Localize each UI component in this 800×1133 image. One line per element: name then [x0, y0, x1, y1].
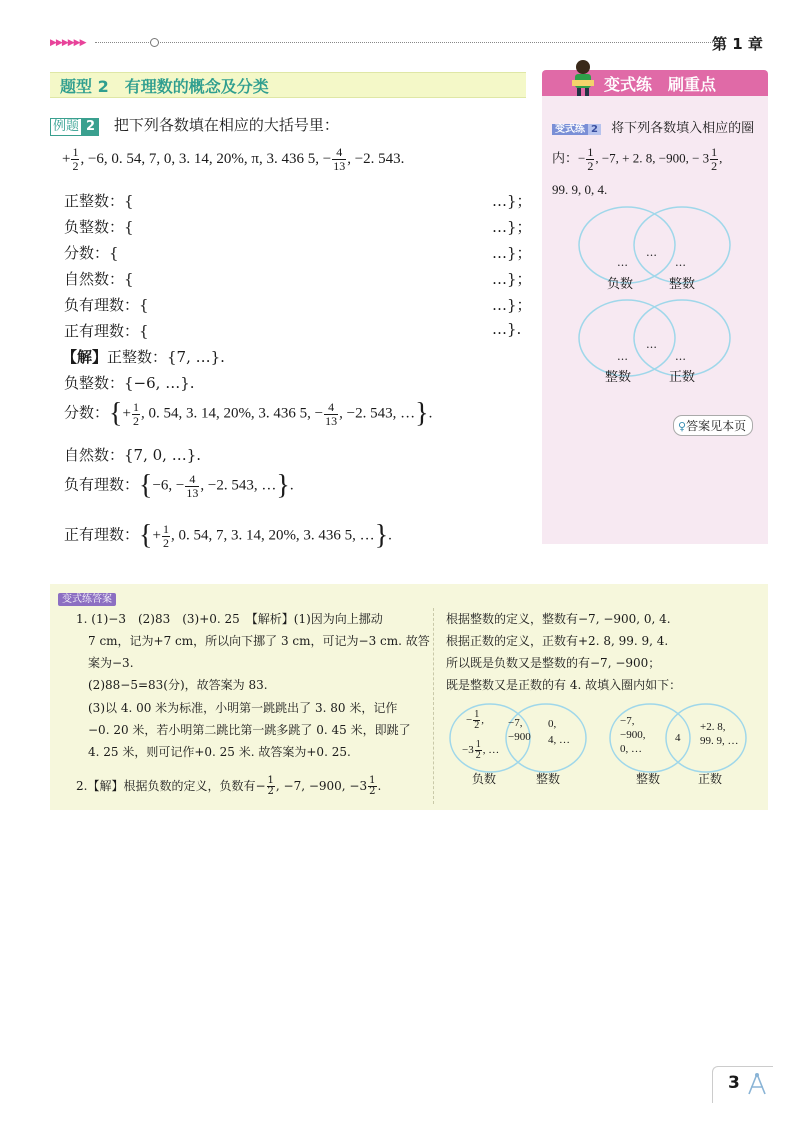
- solution-negative-rational: 负有理数：{−6, − $\frac{4}{13}$ , −2. 543, …}.: [64, 470, 294, 501]
- venn-dots: …: [646, 246, 657, 259]
- venn-left-content: − $\frac{1}{2}$ ,: [466, 709, 484, 731]
- category-positive-integer: 正整数：{: [64, 192, 134, 210]
- fraction-one-half: $\frac{1}{2}$: [711, 145, 718, 173]
- venn-right-content: 0, 4, …: [548, 718, 570, 746]
- venn-label-integer: 整数: [636, 772, 661, 786]
- number-list-part: , −2. 543.: [347, 150, 405, 167]
- category-end: …}.: [492, 320, 522, 338]
- category-end: …}；: [492, 244, 532, 262]
- answer-reference-note: [673, 415, 753, 436]
- example-number: 2: [82, 118, 99, 136]
- category-end: …}；: [492, 192, 532, 210]
- answers-tag: 变式练答案: [58, 593, 116, 606]
- venn-intersection-content: −7, −900: [508, 717, 531, 743]
- practice-question-line2: 内：− $\frac{1}{2}$ , −7, + 2. 8, −900, − 3 $\frac{1}{2}$ ,: [552, 145, 723, 173]
- answer-note-text: 答案见本页: [686, 419, 747, 433]
- venn-dots: …: [675, 256, 686, 269]
- answer-2-right-line: 根据整数的定义，整数有−7, −900, 0, 4.: [446, 612, 671, 626]
- fraction-one-half: $\frac{1}{2}$: [475, 739, 481, 761]
- example-label: 例题: [50, 118, 82, 136]
- answer-2-right-line: 根据正数的定义，正数有+2. 8, 99. 9, 4.: [446, 634, 669, 648]
- category-negative-rational: 负有理数：{: [64, 296, 149, 314]
- fraction-four-thirteenths: $\frac{4}{13}$: [186, 471, 199, 500]
- solution-negative-integer: 负整数：{−6, …}.: [64, 374, 195, 392]
- venn-label-negative: 负数: [607, 277, 634, 292]
- practice-label: 变式练: [552, 124, 588, 135]
- venn-left-content: −7, −900, 0, …: [620, 715, 646, 755]
- fraction-one-half: $\frac{1}{2}$: [587, 145, 594, 173]
- venn-label-integer: 整数: [536, 772, 561, 786]
- fraction-one-half: $\frac{1}{2}$: [72, 145, 79, 173]
- fraction-one-half: $\frac{1}{2}$: [267, 775, 274, 797]
- solution-label: 分数：: [64, 405, 110, 422]
- practice-venn-diagrams: [575, 200, 735, 390]
- solution-text: 正整数：{7, …}.: [107, 348, 225, 366]
- category-end: …}；: [492, 218, 532, 236]
- fraction-one-half: $\frac{1}{2}$: [162, 521, 169, 550]
- solution-label: 正有理数：: [64, 527, 140, 544]
- answer-1-line: (2)88−5=83(分)，故答案为 83.: [88, 678, 268, 692]
- section-title: 题型 2 有理数的概念及分类: [60, 77, 269, 96]
- practice-question-line1: [552, 117, 754, 136]
- page-number: 3: [728, 1073, 740, 1093]
- category-end: …}；: [492, 270, 532, 288]
- answer-1-line: 7 cm，记为+7 cm，所以向下挪了 3 cm，可记为−3 cm. 故答: [88, 634, 430, 648]
- example-prompt: 把下列各数填在相应的大括号里：: [113, 116, 339, 134]
- venn-dots: …: [617, 256, 628, 269]
- solution-tag: 【解】: [62, 348, 108, 366]
- fraction-four-thirteenths: $\frac{4}{13}$: [325, 399, 338, 428]
- answers-divider: [433, 608, 434, 804]
- category-negative-integer: 负整数：{: [64, 218, 134, 236]
- solution-natural: 自然数：{7, 0, …}.: [64, 446, 202, 464]
- practice-panel-title: 变式练 刷重点: [604, 75, 717, 94]
- answer-1-line: 4. 25 米，则可记作+0. 25 米. 故答案为+0. 25.: [88, 745, 351, 759]
- fraction-one-half: $\frac{1}{2}$: [369, 775, 376, 797]
- chapter-label: 第 1 章: [712, 35, 763, 53]
- category-end: …}；: [492, 296, 532, 314]
- number-list-part: , −6, 0. 54, 7, 0, 3. 14, 20%, π, 3. 436 5, −: [80, 150, 332, 167]
- number-list-part: +: [62, 150, 71, 167]
- solution-positive-rational: 正有理数：{+ $\frac{1}{2}$ , 0. 54, 7, 3. 14, 20%, 3. 436 5, …}.: [64, 520, 392, 551]
- answer-2-right-line: 既是整数又是正数的有 4. 故填入圈内如下：: [446, 678, 682, 692]
- answer-1-line: 1. (1)−3 (2)83 (3)+0. 25 【解析】(1)因为向上挪动: [76, 612, 383, 626]
- header-dotted-line: [95, 42, 715, 43]
- solution-label: 负有理数：: [64, 477, 140, 494]
- venn-circle-integer: [634, 207, 730, 283]
- venn-label-integer: 整数: [669, 277, 696, 292]
- header-circle-decoration: [150, 38, 159, 47]
- solution-positive-integer: [62, 346, 225, 367]
- answer-1-line: 案为−3.: [88, 656, 134, 670]
- practice-number: 2: [588, 124, 601, 135]
- answer-2-right-line: 所以既是负数又是整数的有−7, −900；: [446, 656, 661, 670]
- venn-dots: …: [675, 350, 686, 363]
- answer-1-line: (3)以 4. 00 米为标准，小明第一跳跳出了 3. 80 米，记作: [88, 701, 398, 715]
- venn-dots: …: [646, 338, 657, 351]
- venn-right-content: +2. 8, 99. 9, …: [700, 721, 739, 747]
- compass-icon: [744, 1072, 770, 1096]
- header-arrows-decoration: ▶▶▶▶▶▶: [50, 38, 86, 48]
- fraction-four-thirteenths: $\frac{4}{13}$: [333, 145, 346, 173]
- key-icon: ♀: [678, 420, 687, 433]
- venn-label-positive: 正数: [669, 370, 696, 385]
- category-fraction: 分数：{: [64, 244, 119, 262]
- student-mascot-icon: [566, 58, 600, 98]
- venn-label-integer: 整数: [605, 370, 632, 385]
- solution-fraction: 分数：{+ $\frac{1}{2}$ , 0. 54, 3. 14, 20%, 3. 436 5, − $\frac{4}{13}$ , −2. 543, …}.: [64, 398, 433, 429]
- venn-intersection-content: 4: [675, 732, 681, 744]
- example-heading: [50, 114, 339, 136]
- practice-question-line3: 99. 9, 0, 4.: [552, 182, 608, 197]
- answer-1-line: −0. 20 米，若小明第二跳比第一跳多跳了 0. 45 米，即跳了: [88, 723, 411, 737]
- fraction-one-half: $\frac{1}{2}$: [474, 709, 480, 731]
- venn-circle-negative: [579, 207, 675, 283]
- category-natural: 自然数：{: [64, 270, 134, 288]
- example-number-list: [62, 146, 404, 173]
- practice-text: 将下列各数填入相应的圈: [611, 121, 755, 136]
- venn-left-content: −3 $\frac{1}{2}$ , …: [462, 739, 500, 761]
- venn-label-positive: 正数: [698, 772, 723, 786]
- answer-2-line: 2.【解】根据负数的定义，负数有− $\frac{1}{2}$ , −7, −900, −3 $\frac{1}{2}$ .: [76, 775, 382, 797]
- venn-circle-integer: [579, 300, 675, 376]
- venn-label-negative: 负数: [472, 772, 497, 786]
- category-positive-rational: 正有理数：{: [64, 322, 149, 340]
- venn-dots: …: [617, 350, 628, 363]
- fraction-one-half: $\frac{1}{2}$: [132, 399, 139, 428]
